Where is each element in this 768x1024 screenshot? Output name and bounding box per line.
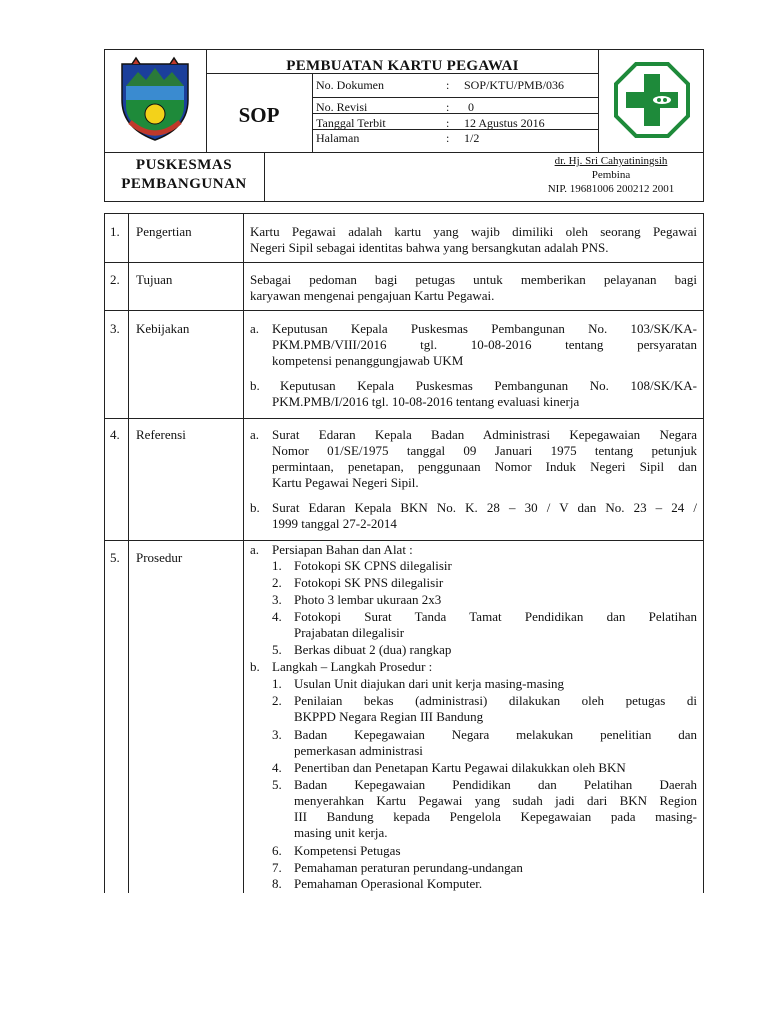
row-text-line: Keputusan Kepala Puskesmas Pembangunan No. 103/SK/KA-: [272, 321, 697, 336]
row-label: Tujuan: [136, 272, 173, 287]
field-value: 12 Agustus 2016: [464, 116, 545, 130]
row-number: 4.: [110, 427, 120, 442]
row-text-line: Kartu Pegawai Negeri Sipil.: [272, 475, 419, 490]
item-number: 5.: [272, 642, 282, 657]
field-value: 0: [468, 100, 474, 114]
row-text-line: PKM.PMB/I/2016 tgl. 10-08-2016 tentang evaluasi kinerja: [272, 394, 580, 409]
item-number: 4.: [272, 609, 282, 624]
item-text: Fotokopi Surat Tanda Tamat Pendidikan dan Pelatihan: [294, 609, 697, 624]
field-separator: :: [446, 78, 450, 92]
row-text-line: permintaan, penetapan, penggunaan Nomor Induk Negeri Sipil dan: [272, 459, 697, 474]
list-marker: a.: [250, 427, 260, 442]
item-number: 7.: [272, 860, 282, 875]
item-text: III Bandung kepada Pengelola Kepegawaian pada masing-: [294, 809, 697, 824]
field-value: 1/2: [464, 131, 480, 145]
item-number: 4.: [272, 760, 282, 775]
list-marker: b.: [250, 659, 260, 674]
item-number: 1.: [272, 558, 282, 573]
sop-label: SOP: [238, 103, 280, 127]
section-title: Persiapan Bahan dan Alat :: [272, 542, 413, 557]
row-label: Prosedur: [136, 550, 183, 565]
row-text-line: Surat Edaran Kepala Badan Administrasi Kepegawaian Negara: [272, 427, 697, 442]
item-number: 1.: [272, 676, 282, 691]
item-number: 6.: [272, 843, 282, 858]
item-text: Pemahaman peraturan perundang-undangan: [294, 860, 523, 875]
item-text: Fotokopi SK CPNS dilegalisir: [294, 558, 452, 573]
item-text: Usulan Unit diajukan dari unit kerja masing-masing: [294, 676, 565, 691]
signer-nip: NIP. 19681006 200212 2001: [547, 183, 675, 195]
document-title: PEMBUATAN KARTU PEGAWAI: [286, 58, 519, 74]
row-text-line: Surat Edaran Kepala BKN No. K. 28 – 30 / V dan No. 23 – 24 /: [272, 500, 697, 515]
item-text: Badan Kepegawaian Pendidikan dan Pelatihan Daerah: [294, 777, 697, 792]
regency-crest-logo: [116, 56, 194, 144]
signer-name: dr. Hj. Sri Cahyatiningsih: [554, 155, 668, 167]
row-text-line: Kartu Pegawai adalah kartu yang wajib dimiliki oleh seorang Pegawai: [250, 224, 697, 239]
field-separator: :: [446, 131, 450, 145]
row-number: 3.: [110, 321, 120, 336]
item-text: menyerahkan Kartu Pegawai yang sudah jadi dari BKN Region: [294, 793, 697, 808]
item-text: Pemahaman Operasional Komputer.: [294, 876, 483, 891]
row-text-line: kompetensi penanggungjawab UKM: [272, 353, 464, 368]
field-separator: :: [446, 116, 450, 130]
item-number: 3.: [272, 592, 282, 607]
field-label: No. Revisi: [316, 100, 368, 114]
row-text-line: Keputusan Kepala Puskesmas Pembangunan No. 108/SK/KA-: [280, 378, 697, 393]
row-label: Kebijakan: [136, 321, 190, 336]
org-name-line1: PUSKESMAS: [135, 157, 233, 173]
row-text-line: PKM.PMB/VIII/2016 tgl. 10-08-2016 tentang persyaratan: [272, 337, 697, 352]
field-value: SOP/KTU/PMB/036: [464, 78, 565, 92]
row-number: 1.: [110, 224, 120, 239]
row-text-line: Negeri Sipil sebagai identitas bahwa yang bersangkutan adalah PNS.: [250, 240, 609, 255]
row-label: Referensi: [136, 427, 186, 442]
item-text: Fotokopi SK PNS dilegalisir: [294, 575, 444, 590]
section-title: Langkah – Langkah Prosedur :: [272, 659, 433, 674]
row-number: 2.: [110, 272, 120, 287]
puskesmas-cross-logo: [614, 62, 690, 138]
item-text: Photo 3 lembar ukuraan 2x3: [294, 592, 442, 607]
item-text: masing unit kerja.: [294, 825, 388, 840]
row-label: Pengertian: [136, 224, 192, 239]
item-text: Kompetensi Petugas: [294, 843, 401, 858]
item-number: 8.: [272, 876, 282, 891]
org-name-line2: PEMBANGUNAN: [121, 176, 247, 192]
item-number: 3.: [272, 727, 282, 742]
item-number: 2.: [272, 575, 282, 590]
item-text: Berkas dibuat 2 (dua) rangkap: [294, 642, 452, 657]
item-number: 2.: [272, 693, 282, 708]
field-label: Tanggal Terbit: [316, 116, 386, 130]
list-marker: a.: [250, 321, 260, 336]
list-marker: a.: [250, 542, 260, 557]
item-text: Penertiban dan Penetapan Kartu Pegawai dilakukkan oleh BKN: [294, 760, 626, 775]
row-number: 5.: [110, 550, 120, 565]
list-marker: b.: [250, 500, 260, 515]
item-number: 5.: [272, 777, 282, 792]
row-text-line: Nomor 01/SE/1975 tanggal 09 Januari 1975 tentang petunjuk: [272, 443, 697, 458]
row-text-line: 1999 tanggal 27-2-2014: [272, 516, 397, 531]
field-label: Halaman: [316, 131, 360, 145]
field-separator: :: [446, 100, 450, 114]
item-text: pemerkasan administrasi: [294, 743, 423, 758]
item-text: Prajabatan dilegalisir: [294, 625, 405, 640]
signer-role: Pembina: [591, 169, 631, 181]
row-text-line: karyawan mengenai pengajuan Kartu Pegawai.: [250, 288, 495, 303]
list-marker: b.: [250, 378, 260, 393]
row-text-line: Sebagai pedoman bagi petugas untuk memberikan pelayanan bagi: [250, 272, 697, 287]
item-text: Penilaian bekas (administrasi) dilakukan oleh petugas di: [294, 693, 697, 708]
item-text: BKPPD Negara Regian III Bandung: [294, 709, 484, 724]
field-label: No. Dokumen: [316, 78, 384, 92]
item-text: Badan Kepegawaian Negara melakukan penelitian dan: [294, 727, 697, 742]
